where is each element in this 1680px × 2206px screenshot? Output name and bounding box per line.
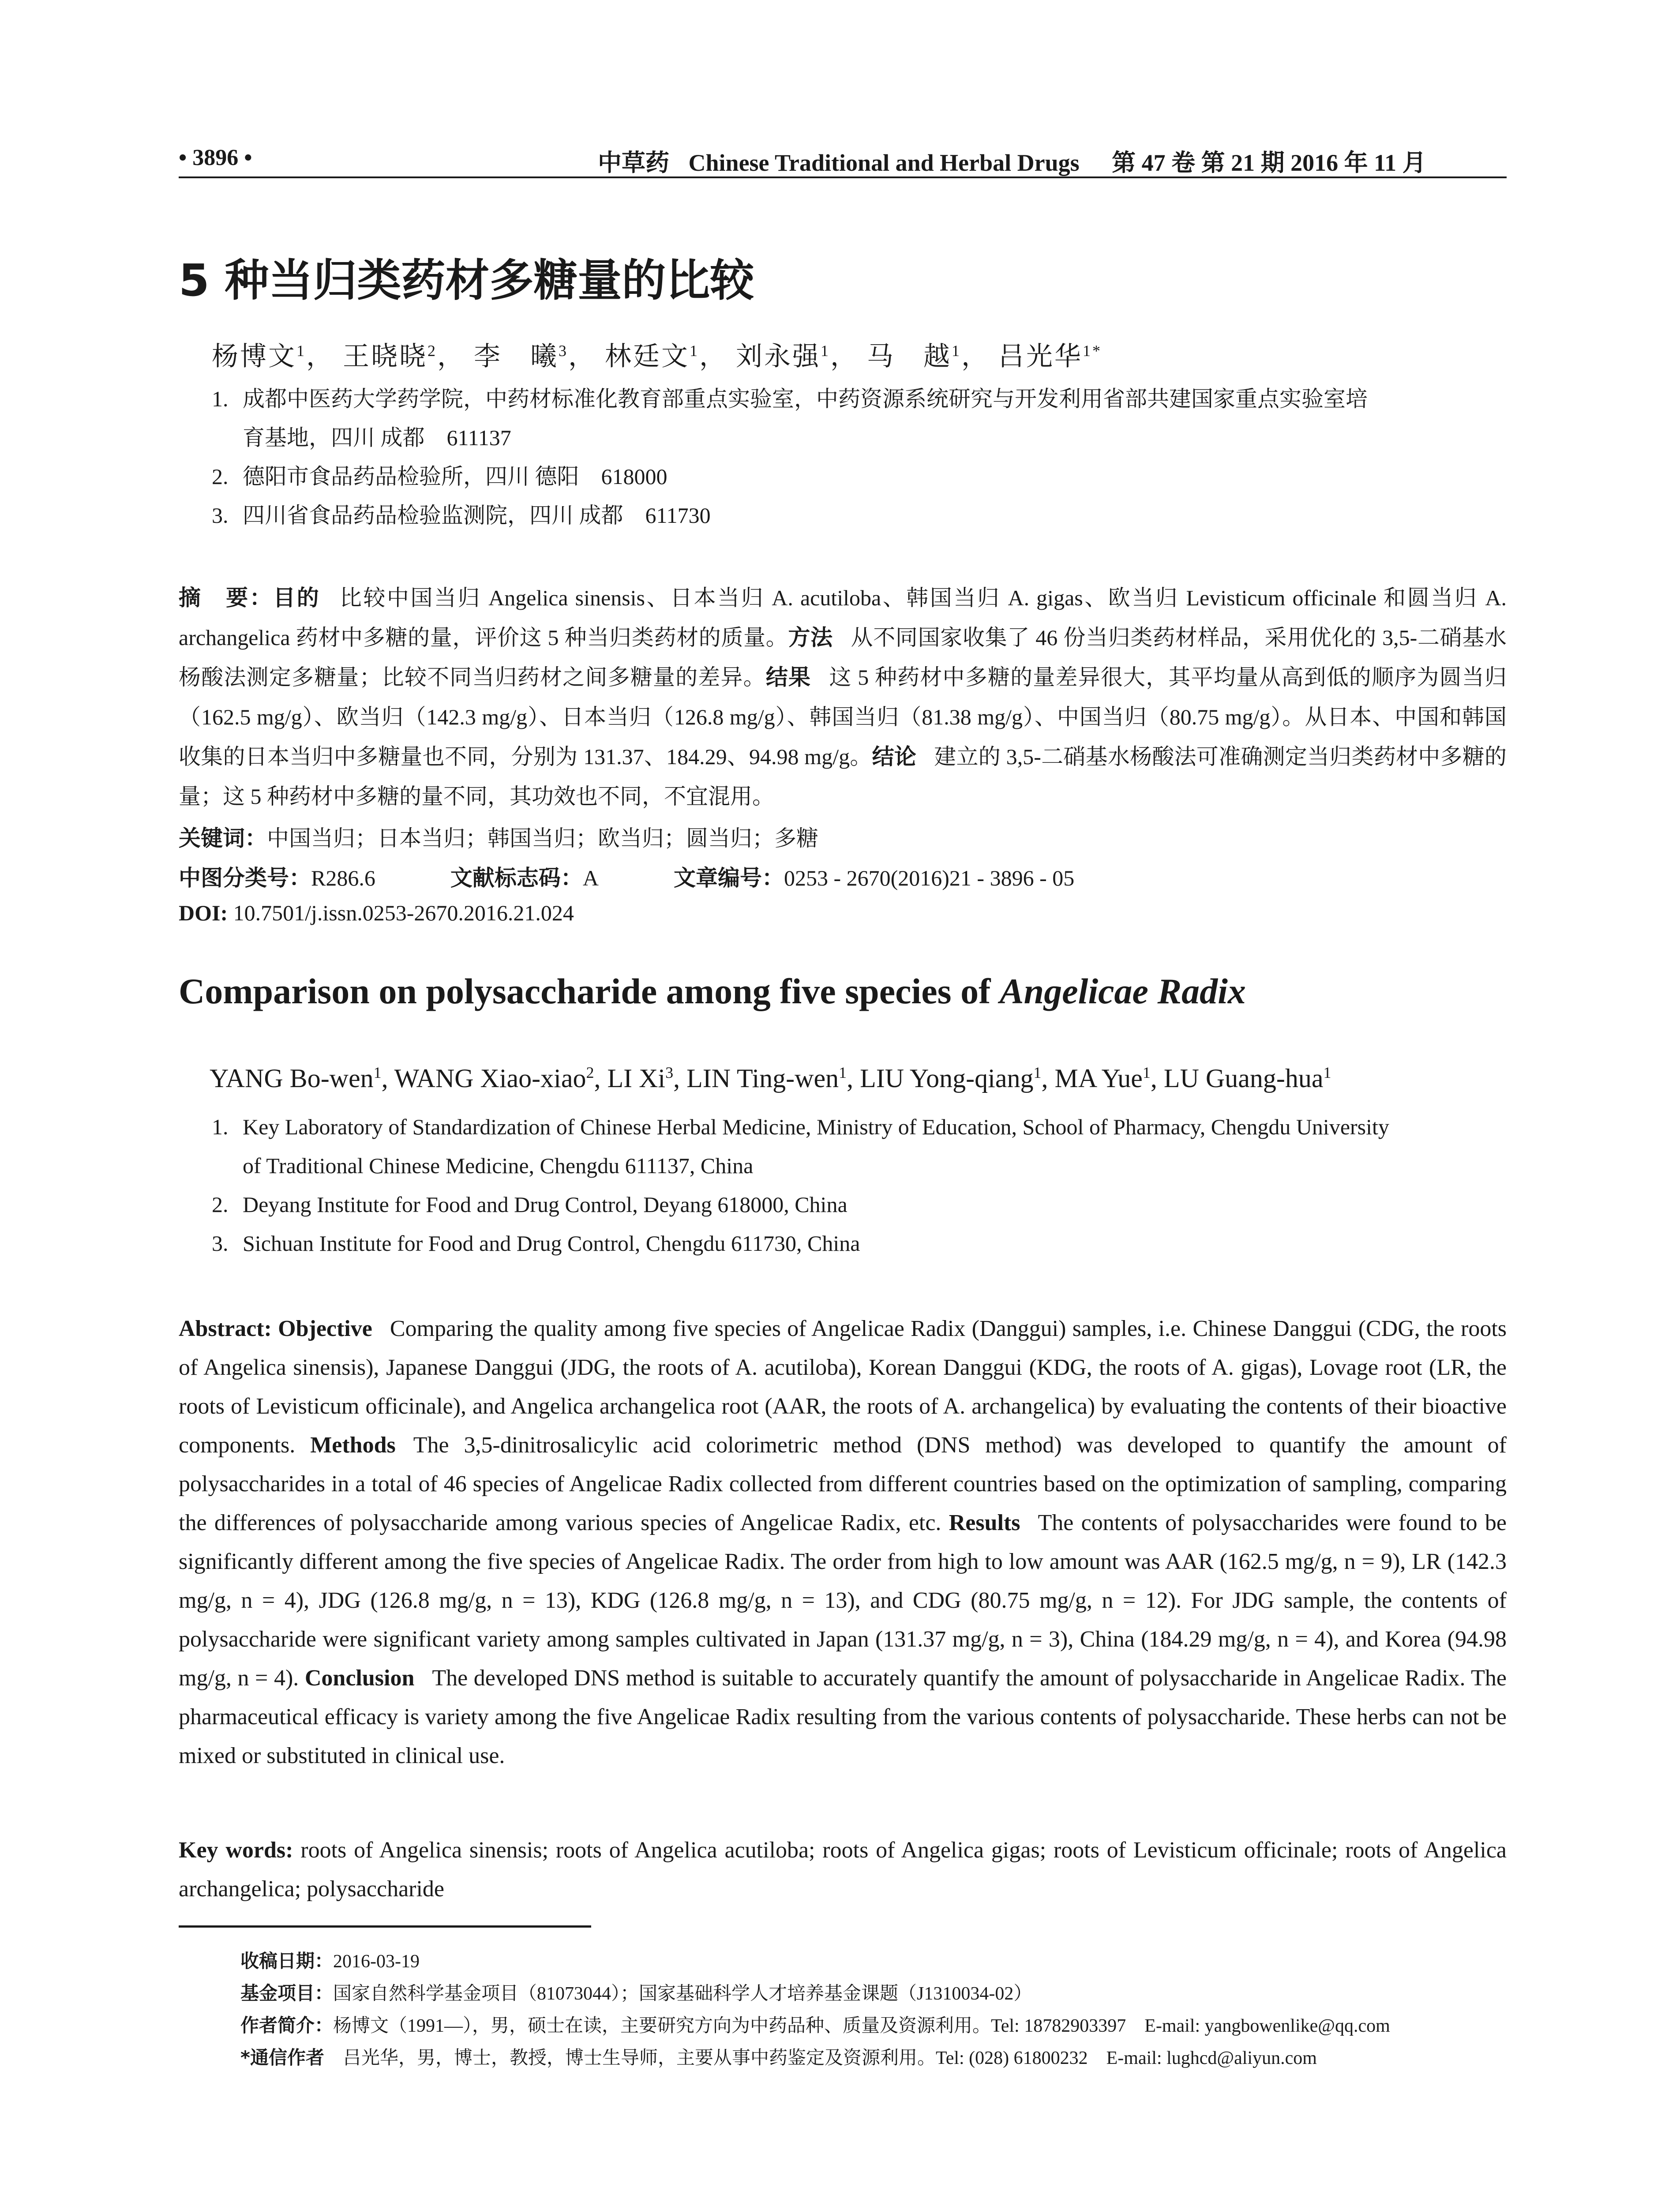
footnote-received: [240, 1947, 420, 1973]
author-en: LIU Yong-qiang: [860, 1064, 1034, 1093]
author-cn: 林廷文: [605, 342, 690, 371]
author-en: LU Guang-hua: [1163, 1064, 1324, 1093]
aff-num: 1.: [212, 386, 229, 411]
footnote-label: 基金项目：: [240, 1982, 334, 2004]
aff-num: 3.: [212, 1231, 229, 1256]
affiliation-en-1: [212, 1107, 1389, 1185]
author-aff: 1: [373, 1064, 382, 1081]
author-cn: 吕光华: [998, 342, 1083, 371]
page-number: • 3896 •: [179, 145, 252, 170]
aff-text-cont: of Traditional Chinese Medicine, Chengdu 611137, China: [243, 1153, 754, 1178]
author-aff: 1: [952, 342, 961, 360]
aff-num: 2.: [212, 464, 229, 489]
journal-line: [598, 144, 1426, 178]
title-en: [179, 971, 1246, 1012]
footnote-funding: [240, 1979, 1032, 2005]
journal-name-cn: 中草药: [598, 148, 669, 176]
author-aff: 3: [665, 1064, 674, 1081]
author-aff: 1: [296, 342, 306, 360]
conclusion-label: 结论: [872, 744, 917, 769]
header-rule: [179, 176, 1507, 178]
aff-text-cont: 育基地，四川 成都 611137: [243, 425, 511, 450]
classification-line: [179, 860, 1074, 892]
affiliation-cn-1: [212, 379, 1368, 457]
methods-en-label: Methods: [310, 1433, 396, 1458]
aff-text: Deyang Institute for Food and Drug Control, Deyang 618000, China: [243, 1192, 848, 1217]
aff-text: 德阳市食品药品检验所，四川 德阳 618000: [243, 464, 668, 489]
affiliation-en-2: [212, 1185, 848, 1224]
keywords-value: 中国当归；日本当归；韩国当归；欧当归；圆当归；多糖: [267, 826, 818, 851]
aff-text: 四川省食品药品检验监测院，四川 成都 611730: [243, 503, 711, 528]
results-label: 结果: [765, 664, 811, 690]
footnote-rule: [179, 1925, 591, 1928]
footnote-label: 收稿日期：: [240, 1950, 334, 1972]
methods-text: 从不同国家收集了 46 份当归类药材样品，采用优化的 3,5-二硝基水杨酸法测定多糖量；比较不同当归药材之间多糖量的差异。: [179, 625, 1507, 690]
footnote-text: 杨博文（1991—），男，硕士在读，主要研究方向为中药品种、质量及资源利用。Tel: 18782903397 E-mail: yangbowenlike@qq.com: [333, 2016, 1390, 2036]
objective-text: 比较中国当归 Angelica sinensis、日本当归 A. acutiloba、韩国当归 A. gigas、欧当归 Levisticum officinale 和圆当归 A. archangelica 药材中多糖的量，评价这 5 种当归类药材的质量。: [179, 585, 1507, 650]
keywords-cn: [179, 821, 818, 852]
doi-label: DOI:: [179, 900, 228, 925]
footnote-text: 国家自然科学基金项目（81073044）；国家基础科学人才培养基金课题（J1310034-02）: [333, 1984, 1032, 2004]
author-aff: 1: [690, 342, 699, 360]
objective-en-text: Comparing the quality among five species of Angelicae Radix (Danggui) samples, i.e. Chinese Danggui (CDG, the roots of Angelica sinensis), Japanese Danggui (JDG, the roots of A. acutiloba), Korean Danggui (KDG, the roots of A. gigas), Lovage root (LR, the roots of Levisticum officinale), and Angelica archangelica root (AAR, the roots of A. archangelica) by evaluating the contents of their bioactive components.: [179, 1316, 1507, 1458]
author-aff: 1: [1033, 1064, 1042, 1081]
aff-num: 2.: [212, 1192, 229, 1217]
aff-text: 成都中医药大学药学院，中药材标准化教育部重点实验室，中药资源系统研究与开发利用省部共建国家重点实验室培: [243, 386, 1368, 411]
journal-name-en: Chinese Traditional and Herbal Drugs: [688, 150, 1080, 176]
doi-line: [179, 900, 574, 926]
footnote-author-bio: [240, 2011, 1390, 2037]
authors-en: YANG Bo-wen$^1$, WANG Xiao-xiao$^2$, LI Xi$^3$, LIN Ting-wen$^1$, LIU Yong-qiang$^1$, MA Yue$^1$, LU Guang-hua$^1$: [210, 1064, 1331, 1093]
clc-value: R286.6: [311, 866, 375, 890]
author-cn: 刘永强: [736, 342, 821, 371]
doi-value[interactable]: 10.7501/j.issn.0253-2670.2016.21.024: [233, 900, 574, 925]
author-cn: 马 越: [867, 342, 952, 371]
author-aff: 3: [559, 342, 568, 360]
author-aff: 2: [586, 1064, 594, 1081]
author-cn: 杨博文: [212, 342, 296, 371]
author-aff: 1: [839, 1064, 847, 1081]
affiliation-cn-3: [212, 496, 711, 535]
author-en: LI Xi: [607, 1064, 666, 1093]
author-cn: 李 曦: [474, 342, 559, 371]
footnote-text: 2016-03-19: [333, 1951, 420, 1972]
title-en-main: Comparison on polysaccharide among five species of: [179, 971, 1000, 1011]
article-number-label: 文章编号：: [673, 865, 784, 891]
abstract-cn: [179, 578, 1507, 816]
author-aff: 1*: [1083, 342, 1102, 360]
title-en-italic: Angelicae Radix: [999, 971, 1246, 1011]
footnote-label: *通信作者: [240, 2047, 324, 2068]
article-number-value: 0253 - 2670(2016)21 - 3896 - 05: [784, 866, 1075, 890]
affiliation-en-3: [212, 1224, 860, 1263]
conclusion-en-label: Conclusion: [304, 1666, 415, 1691]
abstract-en: [179, 1309, 1507, 1775]
keywords-label: 关键词：: [179, 825, 267, 851]
authors-cn: 杨博文$^1$， 王晓晓$^2$， 李 曦$^3$， 林廷文$^1$， 刘永强$^1$， 马 越$^1$， 吕光华$^{1*}$: [212, 342, 1102, 371]
footnote-corresponding: [240, 2043, 1317, 2070]
conclusion-en-text: The developed DNS method is suitable to accurately quantify the amount of polysaccharide in Angelicae Radix. The pharmaceutical efficacy is variety among the five Angelicae Radix resulting from the various contents of polysaccharide. These herbs can not be mixed or substituted in clinical use.: [179, 1666, 1507, 1768]
author-en: YANG Bo-wen: [210, 1064, 374, 1093]
title-cn: 5 种当归类药材多糖量的比较: [179, 255, 754, 306]
results-en-text: The contents of polysaccharides were found to be significantly different among the five species of Angelicae Radix. The order from high to low amount was AAR (162.5 mg/g, n = 9), LR (142.3 mg/g, n = 4), JDG (126.8 mg/g, n = 13), KDG (126.8 mg/g, n = 13), and CDG (80.75 mg/g, n = 12). For JDG sample, the contents of polysaccharide were significant variety among samples cultivated in Japan (131.37 mg/g, n = 3), China (184.29 mg/g, n = 4), and Korea (94.98 mg/g, n = 4).: [179, 1510, 1507, 1691]
author-aff: 2: [428, 342, 437, 360]
clc-label: 中图分类号：: [179, 865, 311, 891]
author-en: WANG Xiao-xiao: [394, 1064, 586, 1093]
results-en-label: Results: [949, 1510, 1020, 1535]
affiliation-cn-2: [212, 457, 668, 496]
volume-issue: 第 47 卷 第 21 期 2016 年 11 月: [1112, 150, 1426, 176]
doc-code-label: 文献标志码：: [450, 865, 583, 891]
running-header: [179, 141, 1507, 176]
aff-num: 3.: [212, 503, 229, 528]
abstract-cn-label: 摘 要：: [179, 585, 274, 611]
author-aff: 1: [1323, 1064, 1331, 1081]
conclusion-text: 建立的 3,5-二硝基水杨酸法可准确测定当归类药材中多糖的量；这 5 种药材中多糖的量不同，其功效也不同，不宜混用。: [179, 744, 1507, 809]
aff-text: Sichuan Institute for Food and Drug Control, Chengdu 611730, China: [243, 1231, 860, 1256]
keywords-en-label: Key words:: [179, 1838, 293, 1863]
keywords-en: [179, 1831, 1507, 1909]
footnote-label: 作者简介：: [240, 2015, 334, 2036]
footnote-text: 吕光华，男，博士，教授，博士生导师，主要从事中药鉴定及资源利用。Tel: (028) 61800232 E-mail: lughcd@aliyun.com: [324, 2048, 1317, 2068]
author-aff: 1: [821, 342, 830, 360]
keywords-en-value: roots of Angelica sinensis; roots of Angelica acutiloba; roots of Angelica gigas; roots of Levisticum officinale; roots of Angelica archangelica; polysaccharide: [179, 1838, 1507, 1902]
abstract-en-label: Abstract: Objective: [179, 1316, 372, 1341]
author-aff: 1: [1142, 1064, 1151, 1081]
author-cn: 王晓晓: [343, 342, 428, 371]
author-en: LIN Ting-wen: [686, 1064, 839, 1093]
results-text: 这 5 种药材中多糖的量差异很大，其平均量从高到低的顺序为圆当归（162.5 mg/g）、欧当归（142.3 mg/g）、日本当归（126.8 mg/g）、韩国当归（81.38 mg/g）、中国当归（80.75 mg/g）。从日本、中国和韩国收集的日本当归中多糖量也不同，分别为 131.37、184.29、94.98 mg/g。: [179, 665, 1507, 769]
author-en: MA Yue: [1054, 1064, 1143, 1093]
methods-en-text: The 3,5-dinitrosalicylic acid colorimetric method (DNS method) was developed to quantify the amount of polysaccharides in a total of 46 species of Angelicae Radix collected from different countries based on the optimization of sampling, comparing the differences of polysaccharide among various species of Angelicae Radix, etc.: [179, 1433, 1507, 1535]
methods-label: 方法: [788, 625, 833, 650]
aff-text: Key Laboratory of Standardization of Chinese Herbal Medicine, Ministry of Education, School of Pharmacy, Chengdu University: [243, 1114, 1389, 1139]
aff-num: 1.: [212, 1114, 229, 1139]
objective-label: 目的: [273, 585, 321, 611]
doc-code-value: A: [582, 866, 599, 890]
